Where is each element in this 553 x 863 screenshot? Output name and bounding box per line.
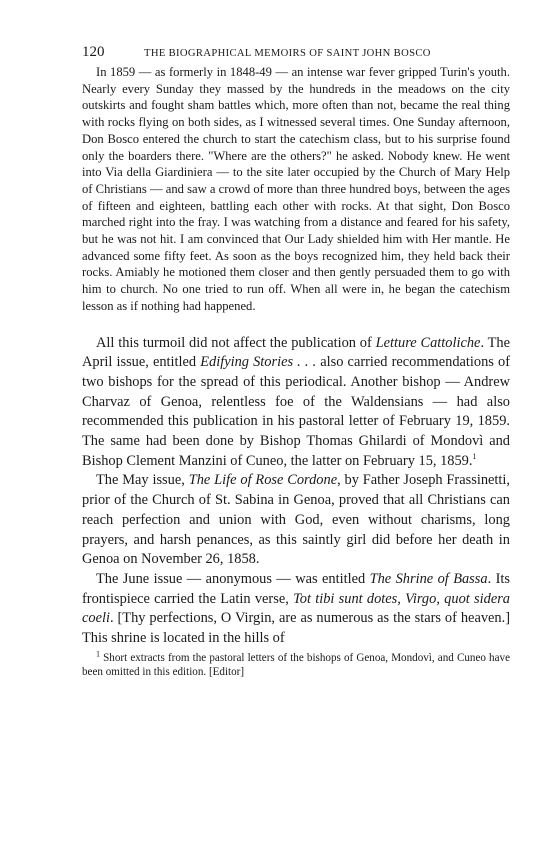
footnote-marker: 1 [96,649,100,659]
paragraph-may-issue [82,471,510,570]
paragraph-letture [82,334,510,472]
paragraph-june-issue [82,570,510,649]
text-run: . The April issue, entitled [82,334,510,371]
main-text [82,334,510,649]
page-number: 120 [82,44,105,60]
quoted-passage: In 1859 — as formerly in 1848-49 — an intense war fever gripped Turin's youth. Nearly every Sunday they massed by the hundreds in the meadows on the city outskirts and fought sham battles which, more often than not, became the real thing with rocks flying on both sides, as I witnessed several times. One Sunday afternoon, Don Bosco entered the church to start the catechism class, but to his surprise found only the boarders there. "Where are the others?" he asked. Nobody knew. He went into Via della Giardiniera — to the site later occupied by the Church of Mary Help of Christians — and saw a crowd of more than three hundred boys, between the ages of fifteen and eighteen, battling each other with rocks. At that sight, Don Bosco marched right into the fray. I was watching from a distance and feared for his safety, but he was not hit. I am convinced that Our Lady shielded him with Her mantle. He advanced some fifty feet. As soon as the boys recognized him, they held back their rocks. Amiably he motioned them closer and then gently persuaded them to go with him to church. No one tried to run off. When all were in, he began the catechism lesson as if nothing had happened. [82,65,510,313]
text-run: The May issue, [96,472,189,489]
text-run: All this turmoil did not affect the publication of [96,334,376,351]
text-run: also carried recommendations of two bishops for the spread of this periodical. Another bishop — Andrew Charvaz of Genoa, relentless foe of the Waldensians — had also recommended this publication in his pastoral letter of February 19, 1859. The same had been done by Bishop Thomas Ghilardi of Mondovì and Bishop Clement Manzini of Cuneo, the latter on February 15, 1859. [82,354,510,469]
italic-latin: Tot tibi sunt dotes, Virgo, quot sidera coeli [82,590,510,627]
running-title: THE BIOGRAPHICAL MEMOIRS OF SAINT JOHN BOSCO [144,48,431,59]
page-header [82,44,510,64]
footnote [82,651,510,680]
footnote-text: Short extracts from the pastoral letters of the bishops of Genoa, Mondovì, and Cuneo have been omitted in this edition. [Editor] [82,651,510,679]
italic-title: Letture Cattoliche [375,334,481,351]
text-run: . [Thy perfections, O Virgin, are as numerous as the stars of heaven.] This shrine is located in the hills of [82,610,510,647]
italic-title: The Life of Rose Cordone [188,472,338,489]
text-run: , by Father Joseph Frassinetti, prior of the Church of St. Sabina in Genoa, proved that all Christians can reach perfection and union with God, even without charisms, long prayers, and harsh penances, as this saintly girl did before her death in Genoa on November 26, 1858. [82,472,510,568]
text-run: The June issue — anonymous — was entitled [96,570,370,587]
text-run: . Its frontispiece carried the Latin verse, [82,570,510,607]
italic-title: Edifying Stories . . . [200,354,317,371]
footnote-ref: 1 [472,451,477,461]
book-page [82,44,510,680]
italic-title: The Shrine of Bassa [369,570,488,587]
